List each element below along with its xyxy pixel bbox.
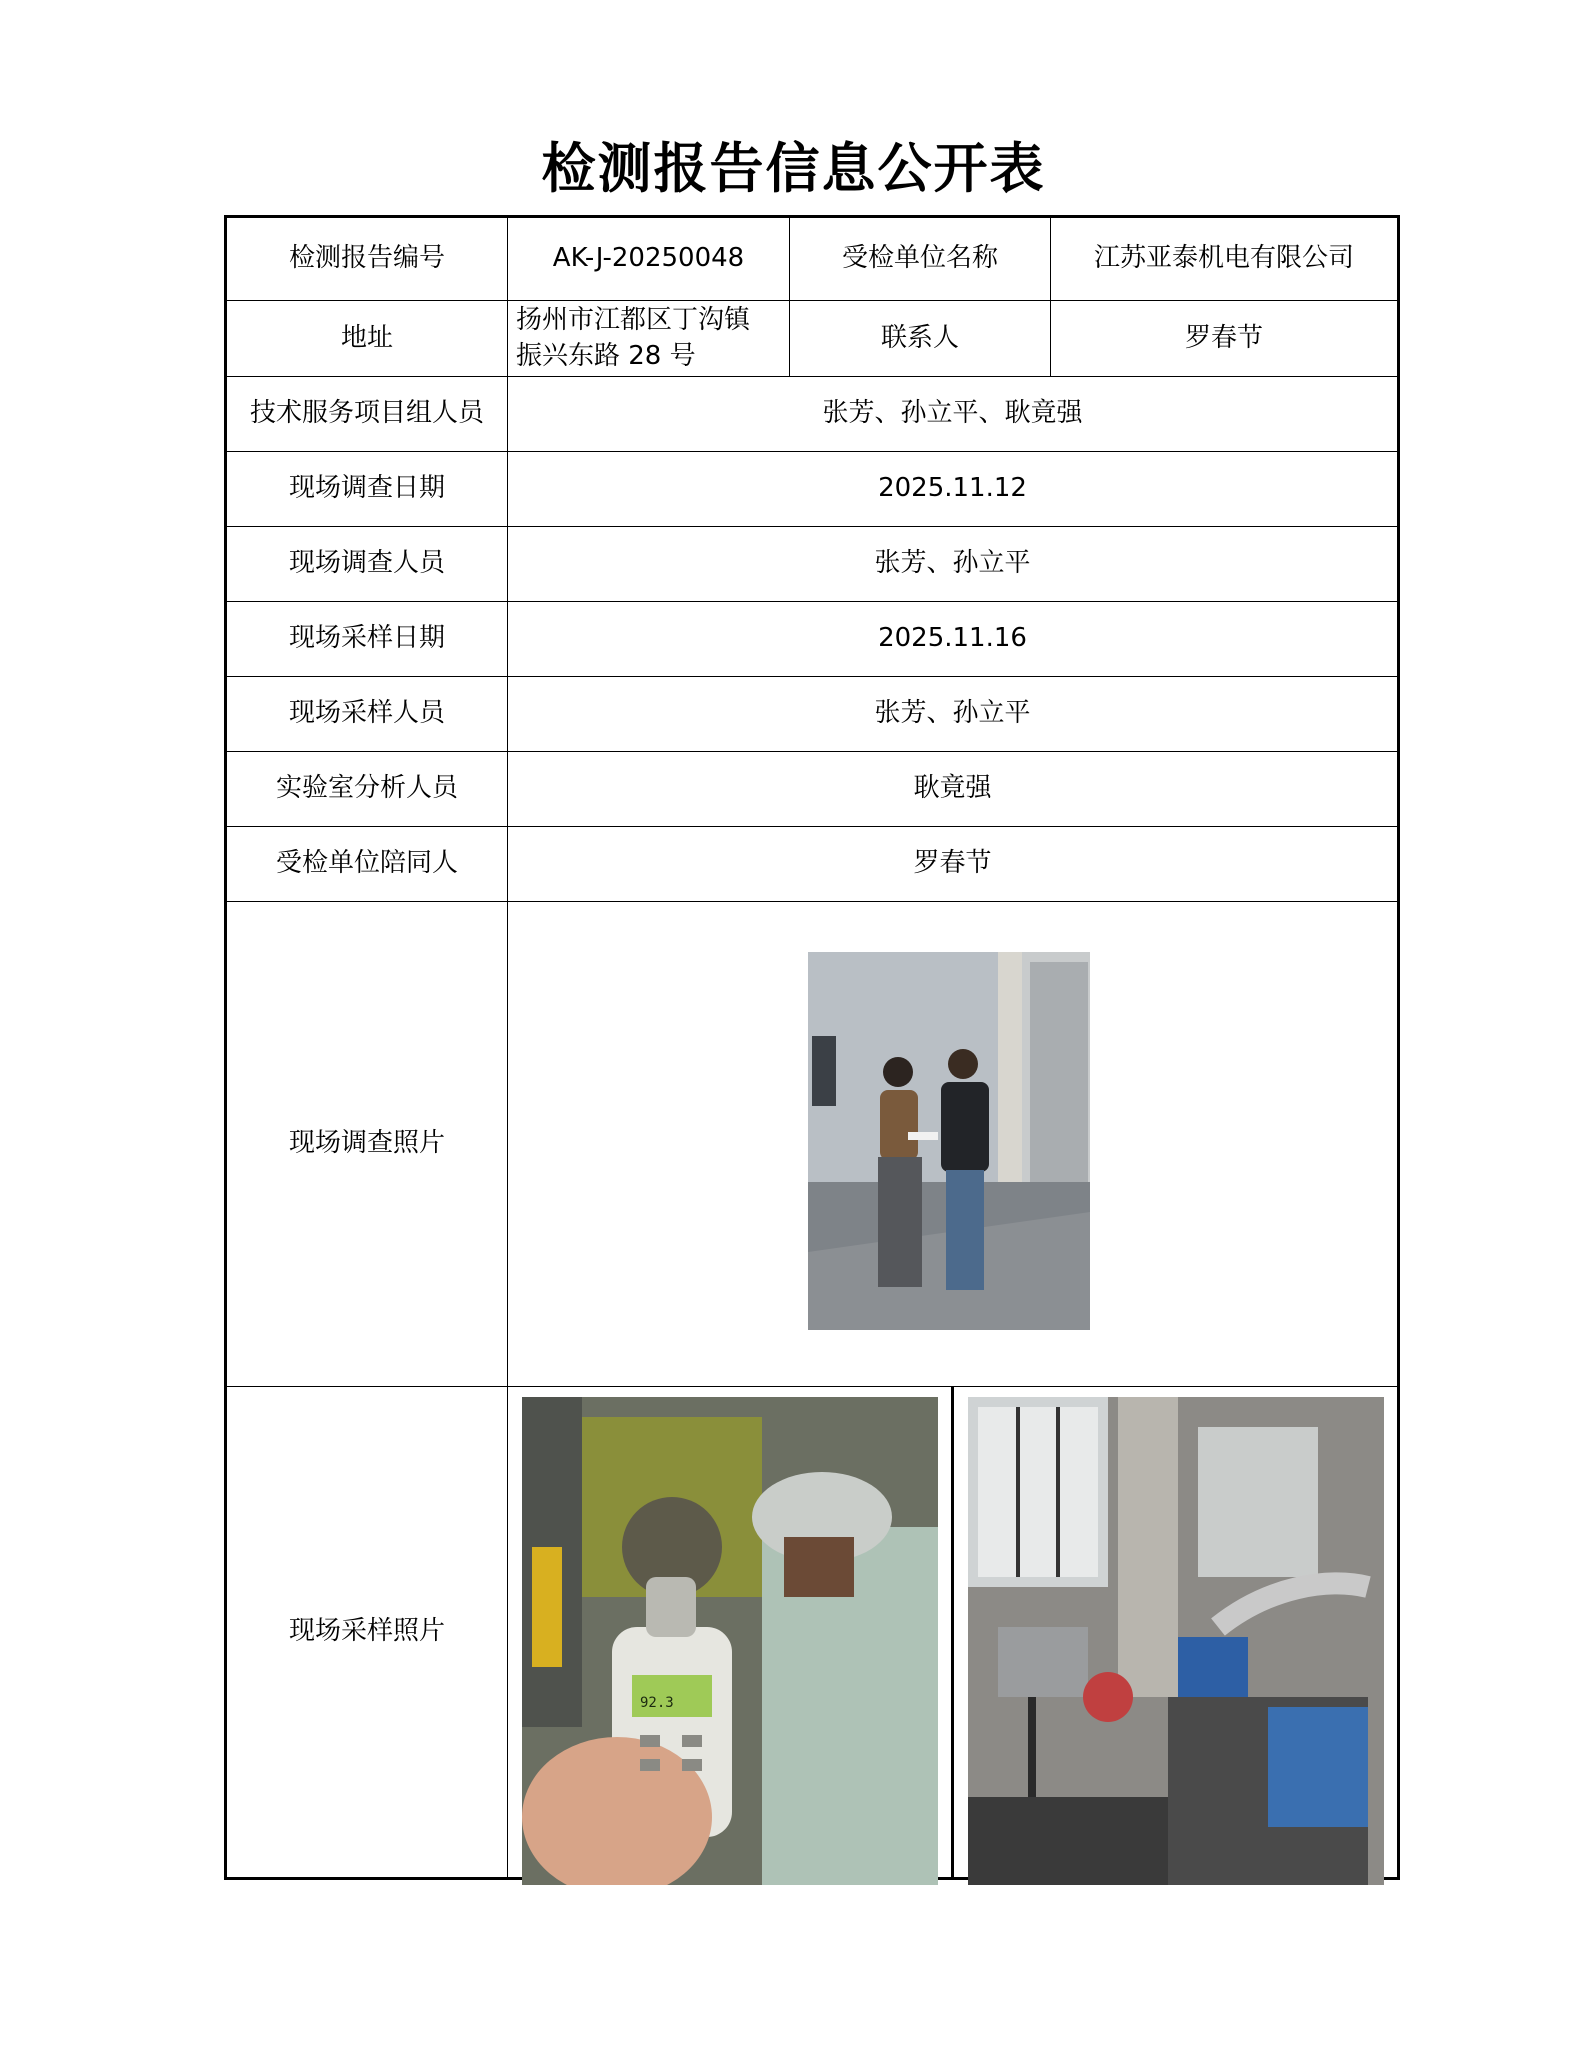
team-value: 张芳、孙立平、耿竟强 xyxy=(508,377,1399,452)
sampling-photo-workshop xyxy=(968,1397,1384,1885)
escort-value: 罗春节 xyxy=(508,827,1399,902)
survey-staff-value: 张芳、孙立平 xyxy=(508,527,1399,602)
table-row xyxy=(226,1387,1399,1879)
survey-photo-cell xyxy=(508,902,1399,1387)
table-row xyxy=(226,301,1399,377)
unit-name-value: 江苏亚泰机电有限公司 xyxy=(1051,217,1399,301)
survey-date-label: 现场调查日期 xyxy=(226,452,508,527)
survey-photo-label: 现场调查照片 xyxy=(226,902,508,1387)
table-row xyxy=(226,217,1399,301)
report-no-value: AK-J-20250048 xyxy=(508,217,790,301)
lab-staff-label: 实验室分析人员 xyxy=(226,752,508,827)
sampling-date-label: 现场采样日期 xyxy=(226,602,508,677)
unit-name-label: 受检单位名称 xyxy=(790,217,1051,301)
survey-photo xyxy=(808,952,1090,1330)
document-title: 检测报告信息公开表 xyxy=(541,136,1046,200)
sampling-photo-cell xyxy=(508,1387,1399,1879)
sampling-date-value: 2025.11.16 xyxy=(508,602,1399,677)
survey-staff-label: 现场调查人员 xyxy=(226,527,508,602)
lab-staff-value: 耿竟强 xyxy=(508,752,1399,827)
table-row xyxy=(226,377,1399,452)
table-row xyxy=(226,752,1399,827)
sampling-photo-noise-meter xyxy=(522,1397,938,1885)
contact-label: 联系人 xyxy=(790,301,1051,377)
sampling-staff-value: 张芳、孙立平 xyxy=(508,677,1399,752)
photo-divider xyxy=(951,1387,954,1877)
escort-label: 受检单位陪同人 xyxy=(226,827,508,902)
table-row xyxy=(226,902,1399,1387)
table-row xyxy=(226,827,1399,902)
team-label: 技术服务项目组人员 xyxy=(226,377,508,452)
table-row xyxy=(226,677,1399,752)
table-row xyxy=(226,452,1399,527)
address-line-2: 振兴东路 28 号 xyxy=(516,340,696,371)
table-row xyxy=(226,602,1399,677)
info-table xyxy=(224,215,1400,1880)
table-row xyxy=(226,527,1399,602)
sampling-photo-label: 现场采样照片 xyxy=(226,1387,508,1879)
address-line-1: 扬州市江都区丁沟镇 xyxy=(516,305,751,336)
contact-value: 罗春节 xyxy=(1051,301,1399,377)
sampling-staff-label: 现场采样人员 xyxy=(226,677,508,752)
address-value xyxy=(508,301,790,377)
report-no-label: 检测报告编号 xyxy=(226,217,508,301)
meter-reading: 92.3 xyxy=(640,1695,674,1711)
address-label: 地址 xyxy=(226,301,508,377)
survey-date-value: 2025.11.12 xyxy=(508,452,1399,527)
